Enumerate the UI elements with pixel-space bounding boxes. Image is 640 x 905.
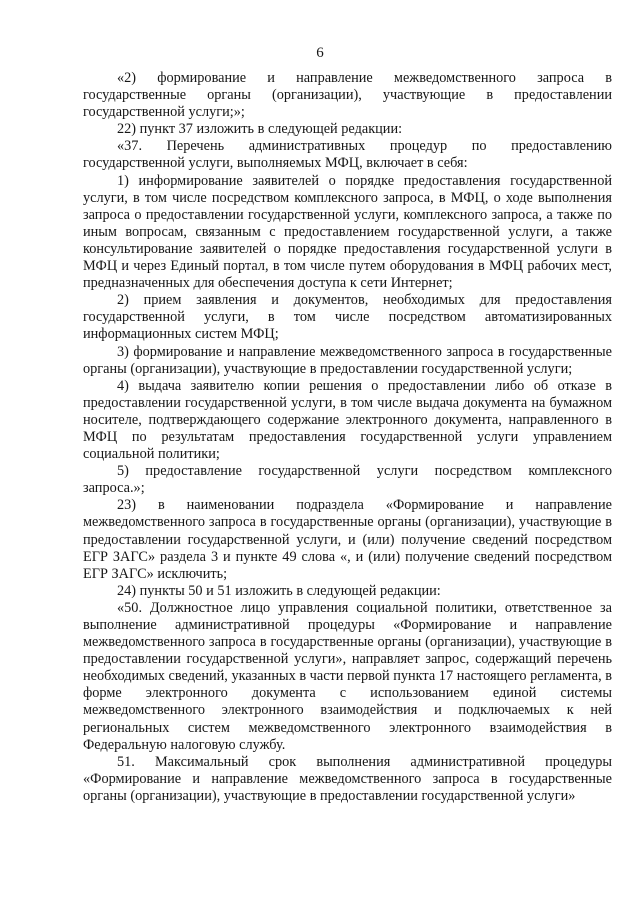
paragraph-amend-23: 23) в наименовании подраздела «Формирование и направление межведомственного запроса в государственные органы (организации), участвующие в предоставлении государственной услуги, и (или) получение сведений посредством ЕГР ЗАГС» раздела 3 и пункте 49 слова «, и (или) получение сведений посредством ЕГР ЗАГС» исключить; [83, 497, 612, 582]
paragraph-37-item-4: 4) выдача заявителю копии решения о предоставлении либо об отказе в предоставлении государственной услуги, в том числе выдача документа на бумажном носителе, подтверждающего содержание электронного документа, направленного в МФЦ по результатам предоставления государственной услуги управлением социальной политики; [83, 377, 612, 463]
paragraph-point-37: «37. Перечень административных процедур по предоставлению государственной услуги, выполняемых МФЦ, включает в себя: [83, 138, 612, 172]
paragraph-37-item-1: 1) информирование заявителей о порядке предоставления государственной услуги, в том числе посредством комплексного запроса, в МФЦ, о ходе выполнения запроса о предоставлении государственной услуги, комплексного запроса, а также по иным вопросам, связанным с предоставлением государственной услуги, а также консультирование заявителей о порядке предоставления государственной услуги в МФЦ и через Единый портал, в том числе путем оборудования в МФЦ рабочих мест, предназначенных для обеспечения доступа к сети Интернет; [83, 172, 612, 292]
paragraph-point-51: 51. Максимальный срок выполнения административной процедуры «Формирование и направление межведомственного запроса в государственные органы (организации), участвующие в предоставлении государственной услуги» [83, 753, 612, 804]
page-number: 6 [316, 45, 324, 61]
paragraph-37-item-5: 5) предоставление государственной услуги посредством комплексного запроса.»; [83, 463, 612, 497]
document-body [83, 70, 612, 805]
paragraph-37-item-3: 3) формирование и направление межведомственного запроса в государственные органы (организации), участвующие в предоставлении государственной услуги; [83, 343, 612, 377]
paragraph-amend-22: 22) пункт 37 изложить в следующей редакции: [117, 121, 403, 138]
paragraph-37-item-2: 2) прием заявления и документов, необходимых для предоставления государственной услуги, в том числе посредством автоматизированных информационных систем МФЦ; [83, 292, 612, 343]
paragraph-point-50: «50. Должностное лицо управления социальной политики, ответственное за выполнение административной процедуры «Формирование и направление межведомственного запроса в государственные органы (организации), участвующие в предоставлении государственной услуги», направляет запрос, содержащий перечень необходимых сведений, указанных в части первой пункта 17 настоящего регламента, в форме электронного документа с использованием единой системы межведомственного электронного взаимодействия и подключаемых к ней региональных систем межведомственного электронного взаимодействия в Федеральную налоговую службу. [83, 599, 612, 753]
paragraph-item-2: «2) формирование и направление межведомственного запроса в государственные органы (организации), участвующие в предоставлении государственной услуги;»; [83, 70, 612, 121]
paragraph-amend-24: 24) пункты 50 и 51 изложить в следующей редакции: [117, 582, 441, 599]
